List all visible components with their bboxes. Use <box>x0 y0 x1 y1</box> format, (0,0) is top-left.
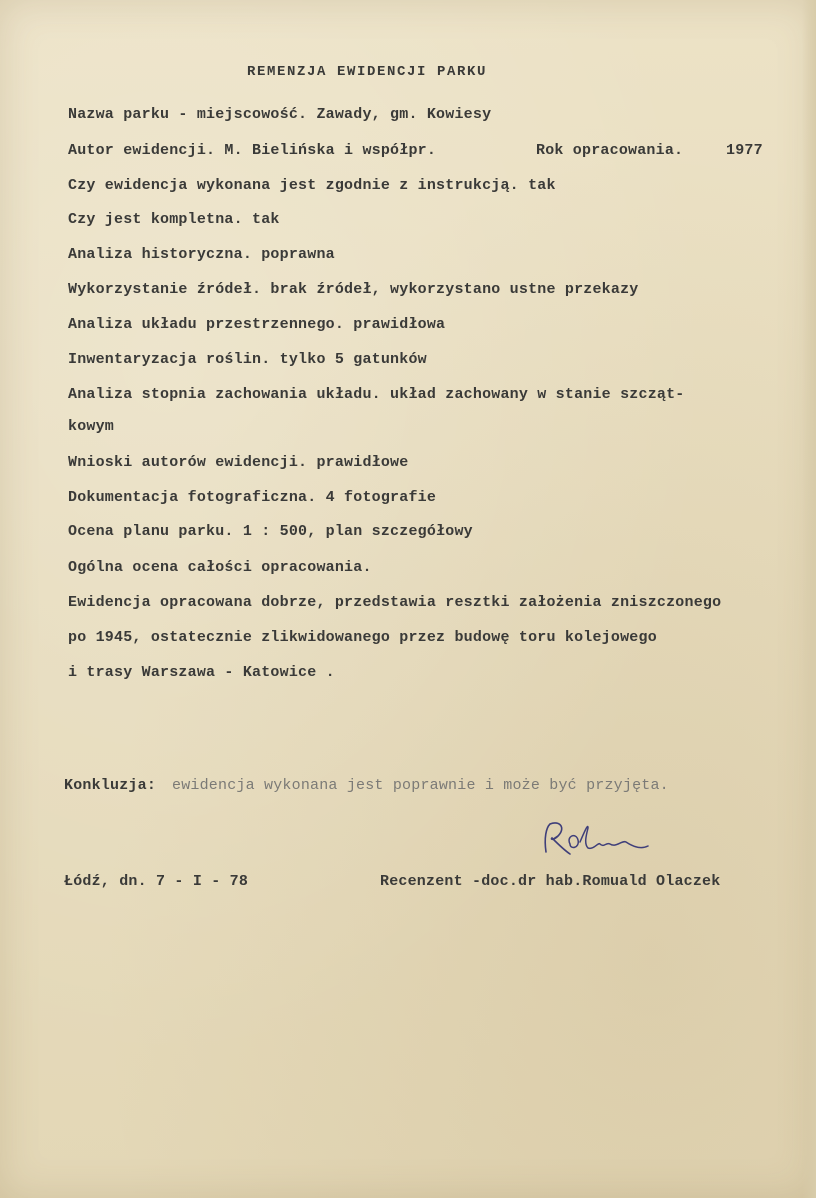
reviewer-signature <box>540 818 670 868</box>
historical-analysis-line: Analiza historyczna. poprawna <box>68 246 335 263</box>
park-name-line: Nazwa parku - miejscowość. Zawady, gm. Kowiesy <box>68 106 492 123</box>
place-and-date: Łódź, dn. 7 - I - 78 <box>64 873 249 890</box>
year-label: Rok opracowania. <box>536 142 684 159</box>
conclusions-line: Wnioski autorów ewidencji. prawidłowe <box>68 454 409 471</box>
sources-line: Wykorzystanie źródeł. brak źródeł, wykorzystano ustne przekazy <box>68 281 639 298</box>
completeness-line: Czy jest kompletna. tak <box>68 211 280 228</box>
reviewer-name: Recenzent -doc.dr hab.Romuald Olaczek <box>380 873 721 890</box>
plant-inventory-line: Inwentaryzacja roślin. tylko 5 gatunków <box>68 351 427 368</box>
spatial-analysis-line: Analiza układu przestrzennego. prawidłowa <box>68 316 446 333</box>
conclusion-text: ewidencja wykonana jest poprawnie i może być przyjęta. <box>172 777 669 794</box>
instruction-compliance-line: Czy ewidencja wykonana jest zgodnie z instrukcją. tak <box>68 177 556 194</box>
preservation-analysis-line: Analiza stopnia zachowania układu. układ zachowany w stanie szcząt- <box>68 386 685 403</box>
assessment-text-line-1: Ewidencja opracowana dobrze, przedstawia resztki założenia zniszczonego <box>68 594 722 611</box>
page-edge-shadow <box>802 0 816 1198</box>
conclusion-label: Konkluzja: <box>64 777 157 794</box>
assessment-text-line-3: i trasy Warszawa - Katowice . <box>68 664 335 681</box>
year-value: 1977 <box>726 142 763 159</box>
plan-assessment-line: Ocena planu parku. 1 : 500, plan szczegółowy <box>68 523 473 540</box>
overall-assessment-line: Ogólna ocena całości opracowania. <box>68 559 372 576</box>
author-line: Autor ewidencji. M. Bielińska i współpr. <box>68 142 437 159</box>
photo-documentation-line: Dokumentacja fotograficzna. 4 fotografie <box>68 489 437 506</box>
assessment-text-line-2: po 1945, ostatecznie zlikwidowanego przez budowę toru kolejowego <box>68 629 657 646</box>
document-title: REMENZJA EWIDENCJI PARKU <box>247 64 488 80</box>
preservation-analysis-continued: kowym <box>68 418 115 435</box>
